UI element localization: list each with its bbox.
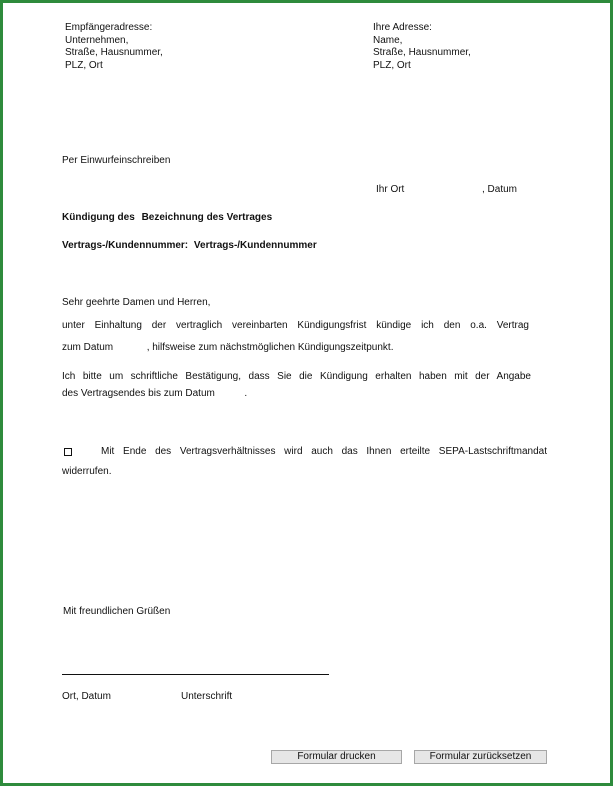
print-form-button[interactable]: Formular drucken [271,750,402,764]
sender-address [373,22,471,72]
place-field[interactable]: Ihr Ort [376,184,405,195]
signature-label: Unterschrift [181,691,233,702]
paragraph-1-line-2 [62,342,394,354]
paragraph-1-line-1: unter Einhaltung der vertraglich vereinbarten Kündigungsfrist kündige ich den o.a. Vertrag [62,320,529,331]
recipient-line2[interactable]: Straße, Hausnummer, [65,47,163,58]
salutation: Sehr geehrte Damen und Herren, [62,297,211,308]
paragraph-2-line-1: Ich bitte um schriftliche Bestätigung, dass Sie die Kündigung erhalten haben mit der Angabe [62,371,531,382]
contract-line [62,240,317,252]
sender-line1[interactable]: Name, [373,34,403,46]
subject-value[interactable]: Bezeichnung des Vertrages [141,212,273,223]
paragraph-2-line-2 [62,388,247,400]
contract-value[interactable]: Vertrags-/Kundennummer [193,240,317,251]
subject-label: Kündigung des [62,212,135,223]
sender-line3[interactable]: PLZ, Ort [373,59,411,71]
recipient-heading: Empfängeradresse: [65,22,153,33]
recipient-line1[interactable]: Unternehmen, [65,34,129,46]
closing: Mit freundlichen Grüßen [63,606,171,617]
date-field[interactable]: , Datum [482,184,518,195]
recipient-line3[interactable]: PLZ, Ort [65,59,103,71]
subject-line [62,212,272,224]
contract-end-period: . [244,388,248,399]
sender-heading: Ihre Adresse: [373,22,432,33]
signature-line [62,674,329,675]
signature-place-date-label: Ort, Datum [62,691,111,702]
termination-date-label: zum Datum [62,342,114,353]
recipient-address [65,22,163,72]
contract-label: Vertrags-/Kundennummer: [62,240,189,251]
termination-note: , hilfsweise zum nächstmöglichen Kündigungszeitpunkt. [146,342,394,353]
sender-line2[interactable]: Straße, Hausnummer, [373,47,471,58]
sepa-line-2: widerrufen. [62,466,112,477]
contract-end-label: des Vertragsendes bis zum Datum [62,388,215,399]
delivery-method: Per Einwurfeinschreiben [62,155,171,166]
sepa-line-1: Mit Ende des Vertragsverhältnisses wird auch das Ihnen erteilte SEPA-Lastschriftmandat [101,446,547,457]
sepa-checkbox[interactable] [64,448,72,456]
reset-form-button[interactable]: Formular zurücksetzen [414,750,547,764]
